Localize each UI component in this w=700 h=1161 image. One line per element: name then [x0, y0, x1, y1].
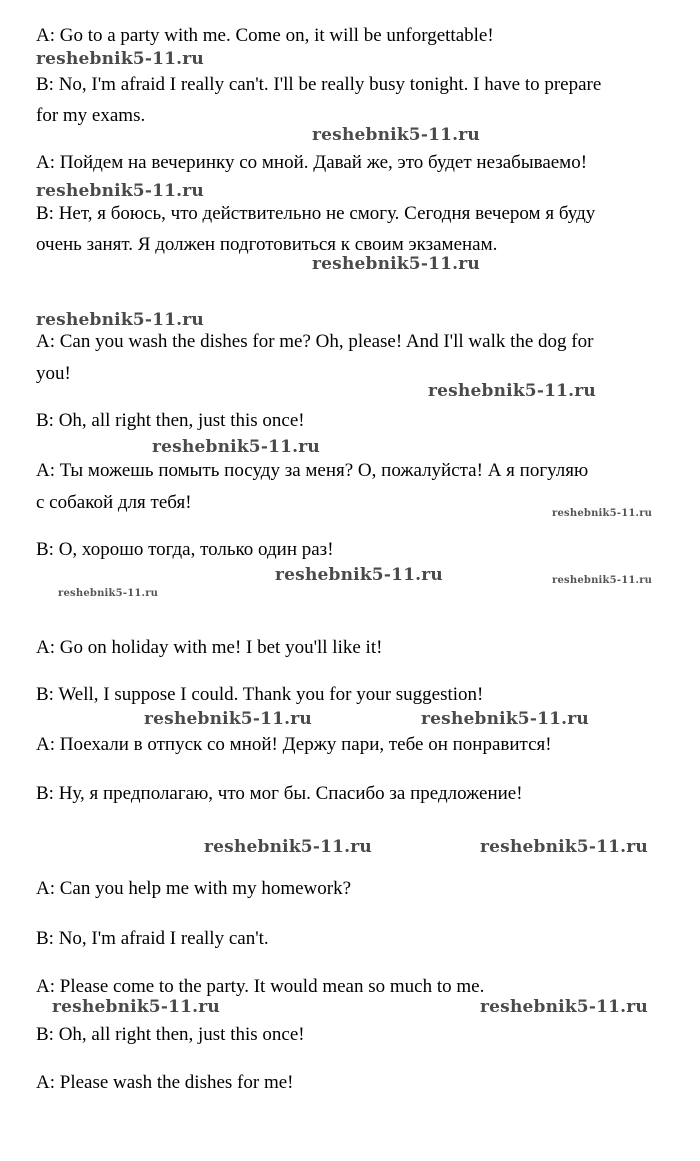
dialogue-line: for my exams. [36, 105, 146, 126]
dialogue-line: A: Please wash the dishes for me! [36, 1072, 294, 1093]
watermark: reshebnik5-11.ru [144, 709, 312, 729]
dialogue-line: A: Go to a party with me. Come on, it will be unforgettable! [36, 25, 494, 46]
dialogue-line: B: Well, I suppose I could. Thank you for your suggestion! [36, 684, 484, 705]
dialogue-line: A: Can you wash the dishes for me? Oh, please! And I'll walk the dog for [36, 331, 594, 352]
watermark: reshebnik5-11.ru [480, 837, 648, 857]
watermark: reshebnik5-11.ru [421, 709, 589, 729]
dialogue-line: B: Oh, all right then, just this once! [36, 1024, 305, 1045]
watermark: reshebnik5-11.ru [58, 588, 159, 599]
watermark: reshebnik5-11.ru [312, 125, 480, 145]
dialogue-line: с собакой для тебя! [36, 492, 192, 513]
dialogue-line: B: Нет, я боюсь, что действительно не смогу. Сегодня вечером я буду [36, 203, 596, 224]
watermark: reshebnik5-11.ru [275, 565, 443, 585]
dialogue-line: B: О, хорошо тогда, только один раз! [36, 539, 334, 560]
dialogue-line: you! [36, 363, 71, 384]
watermark: reshebnik5-11.ru [552, 575, 653, 586]
watermark: reshebnik5-11.ru [52, 997, 220, 1017]
watermark: reshebnik5-11.ru [36, 181, 204, 201]
dialogue-line: B: Ну, я предполагаю, что мог бы. Спасибо за предложение! [36, 783, 523, 804]
dialogue-line: A: Ты можешь помыть посуду за меня? О, пожалуйста! А я погуляю [36, 460, 589, 481]
watermark: reshebnik5-11.ru [36, 310, 204, 330]
dialogue-line: очень занят. Я должен подготовиться к своим экзаменам. [36, 234, 498, 255]
dialogue-line: A: Пойдем на вечеринку со мной. Давай же, это будет незабываемо! [36, 152, 588, 173]
watermark: reshebnik5-11.ru [152, 437, 320, 457]
dialogue-line: B: No, I'm afraid I really can't. I'll be really busy tonight. I have to prepare [36, 74, 602, 95]
watermark: reshebnik5-11.ru [36, 49, 204, 69]
dialogue-line: A: Please come to the party. It would mean so much to me. [36, 976, 485, 997]
dialogue-line: B: No, I'm afraid I really can't. [36, 928, 269, 949]
dialogue-line: A: Поехали в отпуск со мной! Держу пари, тебе он понравится! [36, 734, 552, 755]
watermark: reshebnik5-11.ru [552, 508, 653, 519]
watermark: reshebnik5-11.ru [312, 254, 480, 274]
watermark: reshebnik5-11.ru [428, 381, 596, 401]
dialogue-line: A: Go on holiday with me! I bet you'll like it! [36, 637, 383, 658]
watermark: reshebnik5-11.ru [204, 837, 372, 857]
dialogue-line: B: Oh, all right then, just this once! [36, 410, 305, 431]
dialogue-line: A: Can you help me with my homework? [36, 878, 352, 899]
watermark: reshebnik5-11.ru [480, 997, 648, 1017]
